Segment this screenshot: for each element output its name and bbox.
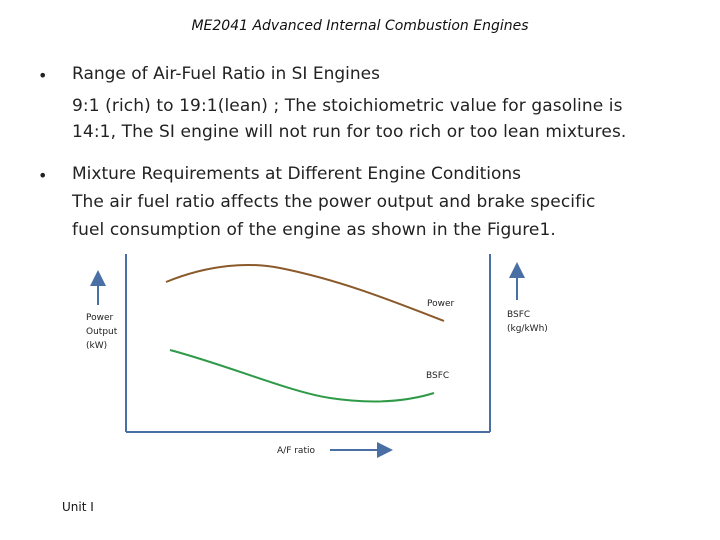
bullet-dot-1: •	[38, 66, 48, 85]
left-axis-label-line1: Power	[86, 313, 114, 323]
bullet-dot-2: •	[38, 166, 48, 185]
page-header-title: ME2041 Advanced Internal Combustion Engines	[191, 18, 529, 34]
left-axis-label-line2: Output	[86, 327, 118, 337]
right-axis-label	[507, 308, 548, 336]
right-axis-label-line1: BSFC	[507, 310, 531, 320]
power-curve	[166, 265, 444, 321]
x-axis-label: A/F ratio	[277, 446, 315, 456]
left-axis-label	[86, 311, 117, 353]
section2-line1: The air fuel ratio affects the power output and brake specific	[72, 192, 596, 212]
bsfc-curve-label: BSFC	[426, 371, 450, 381]
footer-unit: Unit I	[62, 500, 94, 514]
power-curve-label: Power	[427, 299, 455, 309]
section1-line1: 9:1 (rich) to 19:1(lean) ; The stoichiometric value for gasoline is	[72, 96, 623, 116]
left-axis-label-line3: (kW)	[86, 341, 108, 351]
section1-heading: Range of Air-Fuel Ratio in SI Engines	[72, 64, 380, 84]
section2-heading: Mixture Requirements at Different Engine Conditions	[72, 164, 521, 184]
section1-line2: 14:1, The SI engine will not run for too rich or too lean mixtures.	[72, 122, 627, 142]
right-axis-label-line2: (kg/kWh)	[507, 324, 548, 334]
bsfc-curve	[170, 350, 434, 401]
section2-line2: fuel consumption of the engine as shown in the Figure1.	[72, 220, 556, 240]
